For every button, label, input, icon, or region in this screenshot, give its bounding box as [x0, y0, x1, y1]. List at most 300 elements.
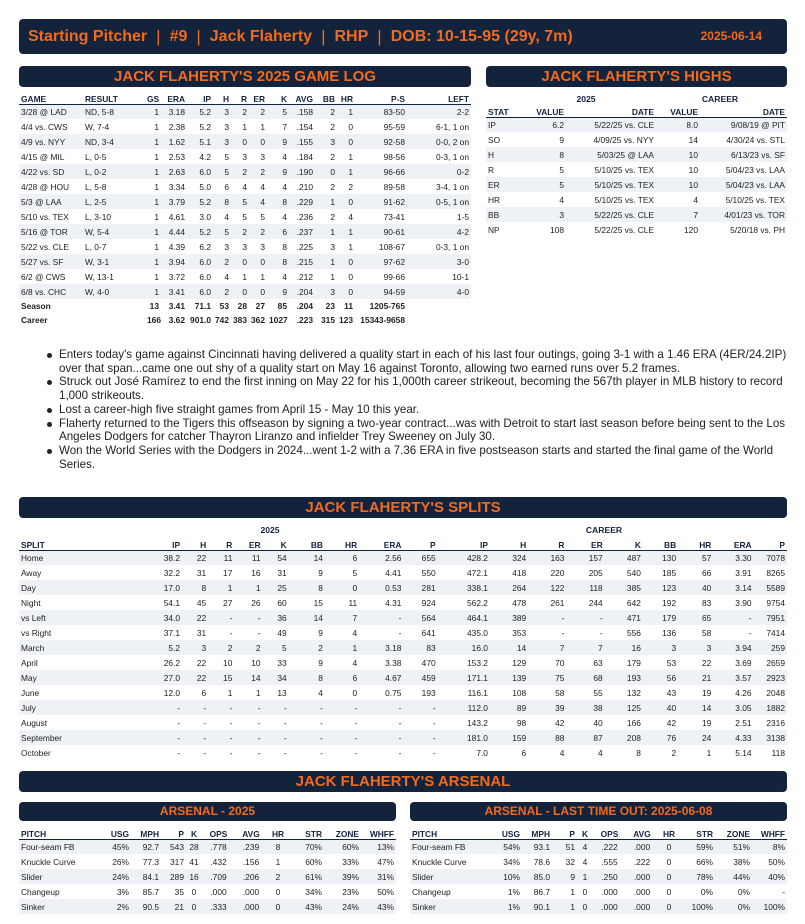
- table-cell: 1: [208, 580, 234, 595]
- throwing-hand: RHP: [334, 27, 369, 45]
- table-cell: 27: [223, 597, 233, 608]
- highs-2025-group: 2025: [576, 94, 596, 104]
- table-cell: 3: [330, 241, 335, 252]
- table-cell: -: [528, 610, 566, 625]
- table-cell: 77.3: [142, 856, 159, 867]
- table-cell: 28: [231, 299, 249, 313]
- table-cell: 2.56: [359, 550, 403, 565]
- table-cell: 16: [605, 640, 643, 655]
- table-cell: 1: [577, 869, 593, 884]
- table-cell: 1.62: [161, 134, 187, 149]
- table-cell: 10%: [493, 869, 522, 884]
- table-cell: -: [120, 700, 182, 715]
- table-cell: 3.18: [359, 640, 403, 655]
- column-header: P: [754, 537, 787, 550]
- table-cell: 3: [242, 151, 247, 162]
- table-cell: 9: [559, 134, 564, 145]
- table-cell: .223: [289, 313, 315, 327]
- table-cell: 1: [145, 104, 161, 119]
- table-cell: 1: [154, 121, 159, 132]
- table-cell: 22: [182, 610, 208, 625]
- table-row: [19, 179, 471, 194]
- table-cell: W, 13-1: [85, 271, 114, 282]
- table-cell: 27.0: [120, 670, 182, 685]
- table-row: [486, 147, 787, 162]
- table-cell: 97-62: [355, 254, 407, 269]
- note-item: Struck out José Ramírez to end the first inning on May 22 for his 1,000th career strikeout, becoming the 567th player in MLB history to record 1,000 strikeouts.: [40, 375, 790, 402]
- table-cell: -: [782, 886, 785, 897]
- table-cell: 0: [337, 254, 355, 269]
- table-cell: -: [203, 747, 207, 758]
- table-cell: W, 7-4: [85, 121, 110, 132]
- column-header: RESULT: [83, 91, 145, 104]
- column-header: GS: [145, 91, 161, 104]
- table-cell: -: [257, 627, 261, 638]
- table-cell: 5: [231, 194, 249, 209]
- table-cell: 1: [154, 151, 159, 162]
- column-header: MPH: [131, 826, 161, 839]
- column-header: MPH: [522, 826, 552, 839]
- arsenal-season-title: ARSENAL - 2025: [19, 802, 396, 821]
- table-cell: 27: [249, 299, 267, 313]
- table-cell: 60%: [324, 839, 361, 854]
- table-cell: 5/10/25 vs. TEX: [566, 177, 656, 192]
- column-header: P: [552, 826, 577, 839]
- table-cell: 0: [275, 886, 281, 897]
- table-cell: 5: [224, 151, 229, 162]
- table-cell: 3: [213, 104, 231, 119]
- table-cell: -: [182, 730, 208, 745]
- table-cell: 4: [242, 181, 247, 192]
- table-cell: 15: [208, 670, 234, 685]
- table-cell: 5.2: [120, 640, 182, 655]
- table-cell: L, 0-2: [83, 164, 145, 179]
- column-header: ERA: [359, 537, 403, 550]
- table-cell: 0: [337, 284, 355, 299]
- table-cell: 4: [352, 627, 358, 638]
- column-header: K: [267, 91, 289, 104]
- table-cell: 472.1: [467, 567, 488, 578]
- table-cell: 742: [213, 313, 231, 327]
- table-cell: 10: [251, 657, 261, 668]
- table-cell: 0: [267, 899, 289, 914]
- table-cell: 8: [282, 241, 287, 252]
- table-cell: 88: [528, 730, 566, 745]
- table-cell: 90-61: [355, 224, 407, 239]
- table-cell: HR: [488, 194, 501, 205]
- column-header: IP: [438, 537, 490, 550]
- table-cell: 1: [260, 121, 265, 132]
- table-cell: 4: [249, 194, 267, 209]
- table-cell: 31%: [361, 869, 396, 884]
- table-cell: -: [432, 747, 436, 758]
- table-cell: [407, 313, 471, 327]
- notes-list: [40, 348, 790, 471]
- divider: |: [156, 26, 161, 46]
- table-cell: 1%: [507, 886, 520, 897]
- column-header: BB: [315, 91, 337, 104]
- table-cell: 3: [315, 134, 337, 149]
- table-cell: -: [234, 730, 262, 745]
- table-cell: 9/08/19 @ PIT: [700, 117, 787, 132]
- table-cell: 9: [267, 164, 289, 179]
- table-cell: 3: [260, 241, 265, 252]
- table-cell: 6: [201, 687, 207, 698]
- table-cell: 6-1, 1 on: [435, 121, 469, 132]
- column-header: GAME: [19, 91, 83, 104]
- table-cell: 33%: [342, 856, 359, 867]
- table-cell: Slider: [19, 869, 102, 884]
- table-cell: 4/22 vs. SD: [19, 164, 83, 179]
- table-cell: 1: [234, 580, 262, 595]
- table-cell: [83, 299, 145, 313]
- table-cell: 6/2 @ CWS: [21, 271, 66, 282]
- table-cell: 4-2: [407, 224, 471, 239]
- column-header: DATE: [700, 104, 787, 117]
- table-cell: 4/15 @ MIL: [21, 151, 65, 162]
- table-cell: 23%: [342, 886, 359, 897]
- table-cell: 4: [559, 194, 564, 205]
- table-cell: 0: [352, 687, 358, 698]
- table-cell: 5: [213, 224, 231, 239]
- table-cell: 641: [421, 627, 436, 638]
- table-cell: 0: [325, 580, 359, 595]
- table-cell: 14: [289, 550, 325, 565]
- table-cell: 179: [626, 657, 641, 668]
- table-cell: 5/10 vs. TEX: [21, 211, 69, 222]
- table-cell: 1: [570, 886, 575, 897]
- date-of-birth: DOB: 10-15-95 (29y, 7m): [390, 27, 573, 45]
- table-cell: 59%: [680, 839, 715, 854]
- table-cell: 1: [337, 224, 355, 239]
- column-header: H: [182, 537, 208, 550]
- table-cell: 2.38: [168, 121, 185, 132]
- note-item: Won the World Series with the Dodgers in 2024...went 1-2 with a 7.36 ERA in five postseason starts and started the final game of the World Series.: [40, 444, 790, 471]
- table-cell: 7: [528, 640, 566, 655]
- table-cell: 389: [490, 610, 528, 625]
- table-cell: .778: [202, 839, 235, 854]
- table-cell: 78.6: [533, 856, 550, 867]
- table-cell: 2: [330, 151, 335, 162]
- table-cell: 5/27 vs. SF: [19, 254, 83, 269]
- table-cell: 4.61: [168, 211, 185, 222]
- table-cell: 4: [260, 181, 265, 192]
- table-cell: Sinker: [19, 899, 102, 914]
- column-header: PITCH: [19, 826, 102, 839]
- table-cell: Home: [19, 550, 120, 565]
- table-cell: 5/04/23 vs. LAA: [700, 177, 787, 192]
- table-cell: 34: [263, 670, 289, 685]
- table-cell: 17: [223, 567, 233, 578]
- table-cell: 0: [666, 886, 672, 897]
- table-cell: 9: [318, 627, 323, 638]
- table-cell: 471: [605, 610, 643, 625]
- arsenal-title: JACK FLAHERTY'S ARSENAL: [19, 771, 787, 792]
- table-cell: 1: [145, 194, 161, 209]
- table-cell: 185: [662, 567, 677, 578]
- table-cell: L, 2-5: [83, 194, 145, 209]
- table-cell: 122: [528, 580, 566, 595]
- table-cell: -: [120, 730, 182, 745]
- table-cell: 166: [147, 315, 161, 325]
- column-header: HR: [337, 91, 355, 104]
- table-cell: 125: [605, 700, 643, 715]
- table-cell: 0: [666, 856, 672, 867]
- table-cell: 5/10/25 vs. TEX: [725, 194, 785, 205]
- table-cell: .432: [210, 856, 227, 867]
- table-cell: -: [263, 730, 289, 745]
- table-cell: 7951: [754, 610, 787, 625]
- table-cell: 21: [161, 899, 186, 914]
- table-cell: 4: [577, 839, 593, 854]
- table-cell: 4: [318, 687, 323, 698]
- table-cell: L, 3-10: [85, 211, 112, 222]
- table-cell: 2.51: [735, 717, 752, 728]
- table-cell: 16.0: [438, 640, 490, 655]
- table-cell: .222: [593, 839, 626, 854]
- total-row: [19, 299, 471, 313]
- table-cell: 4-0: [407, 284, 471, 299]
- table-cell: 108-67: [378, 241, 405, 252]
- table-cell: .250: [593, 869, 626, 884]
- column-header: DATE: [566, 104, 656, 117]
- table-cell: 54%: [493, 839, 522, 854]
- table-cell: H: [486, 147, 516, 162]
- table-cell: 3.18: [161, 104, 187, 119]
- table-cell: -: [208, 610, 234, 625]
- column-header: IP: [120, 537, 182, 550]
- table-cell: 193: [605, 670, 643, 685]
- column-header: P: [161, 826, 186, 839]
- table-cell: 324: [490, 550, 528, 565]
- table-cell: 4.31: [385, 597, 402, 608]
- table-cell: 435.0: [467, 627, 488, 638]
- table-cell: 564: [403, 610, 437, 625]
- table-cell: -: [354, 717, 358, 728]
- table-cell: 8: [636, 747, 641, 758]
- table-cell: 13%: [361, 839, 396, 854]
- column-header: ER: [566, 537, 604, 550]
- table-cell: 6.0: [187, 254, 213, 269]
- table-cell: 315: [315, 313, 337, 327]
- table-row: [410, 854, 787, 869]
- table-row: [19, 655, 787, 670]
- table-cell: -: [177, 717, 181, 728]
- table-cell: 0-5, 1 on: [407, 194, 471, 209]
- table-cell: 8%: [752, 839, 787, 854]
- table-cell: 92-58: [355, 134, 407, 149]
- table-cell: 289: [161, 869, 186, 884]
- table-row: [19, 254, 471, 269]
- table-cell: 5: [242, 211, 247, 222]
- table-cell: 193: [421, 687, 436, 698]
- table-cell: 73-41: [383, 211, 405, 222]
- table-cell: 132: [626, 687, 641, 698]
- table-cell: 70%: [289, 839, 324, 854]
- table-cell: 129: [512, 657, 527, 668]
- table-cell: 264: [490, 580, 528, 595]
- table-cell: 37.1: [163, 627, 181, 638]
- table-cell: 8: [289, 670, 325, 685]
- table-cell: 0: [337, 194, 355, 209]
- table-cell: .236: [296, 211, 313, 222]
- table-cell: 1: [154, 211, 159, 222]
- table-cell: -: [325, 700, 359, 715]
- table-cell: .709: [202, 869, 235, 884]
- table-cell: 8: [267, 194, 289, 209]
- table-cell: 22: [196, 657, 207, 668]
- table-cell: 8: [182, 580, 208, 595]
- table-cell: 2: [231, 104, 249, 119]
- table-cell: 83: [403, 640, 437, 655]
- table-cell: 1: [330, 271, 335, 282]
- table-row: [19, 224, 471, 239]
- table-cell: 14: [688, 134, 698, 145]
- table-row: [19, 269, 471, 284]
- column-header: HR: [267, 826, 289, 839]
- table-cell: 487: [605, 550, 643, 565]
- splits-career-group: CAREER: [585, 525, 623, 535]
- table-cell: Sinker: [410, 899, 493, 914]
- table-cell: 556: [626, 627, 641, 638]
- table-row: [19, 700, 787, 715]
- table-row: [19, 640, 787, 655]
- table-row: [19, 550, 787, 565]
- table-cell: 6/13/23 vs. SF: [700, 147, 787, 162]
- table-cell: -: [229, 627, 233, 638]
- table-cell: 3: [224, 121, 229, 132]
- splits-table: [19, 537, 787, 760]
- column-header: VALUE: [656, 104, 700, 117]
- table-cell: 10-1: [452, 271, 469, 282]
- table-cell: 5.0: [199, 181, 211, 192]
- table-cell: 4.41: [385, 567, 402, 578]
- table-cell: -: [229, 747, 233, 758]
- table-cell: 100%: [752, 899, 787, 914]
- table-cell: vs Left: [19, 610, 120, 625]
- table-cell: 32.2: [163, 567, 181, 578]
- table-cell: 1: [315, 254, 337, 269]
- table-cell: 39: [528, 700, 566, 715]
- table-cell: 5.2: [187, 194, 213, 209]
- table-row: [19, 134, 471, 149]
- table-cell: 34%: [305, 886, 322, 897]
- table-cell: 19: [702, 687, 712, 698]
- table-cell: .154: [296, 121, 313, 132]
- table-cell: 208: [605, 730, 643, 745]
- table-cell: 7: [325, 610, 359, 625]
- table-cell: ER: [486, 177, 516, 192]
- table-cell: 5/22/25 vs. CLE: [566, 207, 656, 222]
- table-cell: 99-66: [383, 271, 405, 282]
- table-cell: 22: [182, 670, 208, 685]
- table-cell: -: [257, 717, 261, 728]
- table-cell: 3: [182, 640, 208, 655]
- table-cell: 8265: [766, 567, 785, 578]
- table-cell: 2.53: [168, 151, 185, 162]
- table-row: [410, 899, 787, 914]
- table-cell: 58: [555, 687, 565, 698]
- table-cell: 40%: [752, 869, 787, 884]
- table-cell: 5/16 @ TOR: [19, 224, 83, 239]
- table-cell: 6.0: [187, 284, 213, 299]
- table-cell: 8.0: [656, 117, 700, 132]
- table-cell: Away: [21, 567, 42, 578]
- table-cell: 3: [213, 134, 231, 149]
- column-header: USG: [102, 826, 131, 839]
- table-cell: 38%: [733, 856, 750, 867]
- table-cell: 8: [267, 839, 289, 854]
- table-cell: 9: [552, 869, 577, 884]
- table-cell: 470: [421, 657, 436, 668]
- table-cell: 2: [249, 104, 267, 119]
- table-cell: 3.0: [199, 211, 211, 222]
- table-cell: 1: [315, 224, 337, 239]
- table-cell: 6.2: [516, 117, 566, 132]
- table-cell: 2: [348, 181, 353, 192]
- table-cell: 85.0: [522, 869, 552, 884]
- table-cell: 50%: [768, 856, 785, 867]
- table-cell: .000: [593, 899, 626, 914]
- table-cell: .000: [633, 886, 651, 897]
- table-cell: 1: [706, 747, 712, 758]
- table-cell: 78%: [680, 869, 715, 884]
- table-cell: Season: [19, 299, 83, 313]
- table-cell: 4: [559, 747, 565, 758]
- table-cell: 0: [231, 134, 249, 149]
- table-cell: .555: [601, 856, 618, 867]
- table-cell: SO: [488, 134, 501, 145]
- table-cell: .215: [289, 254, 315, 269]
- table-cell: 15: [313, 597, 323, 608]
- table-row: [19, 284, 471, 299]
- table-cell: 181.0: [438, 730, 490, 745]
- table-row: [486, 177, 787, 192]
- table-cell: 4: [282, 151, 287, 162]
- table-cell: 0.53: [359, 580, 403, 595]
- table-cell: 24%: [324, 899, 361, 914]
- table-cell: Knuckle Curve: [21, 856, 76, 867]
- table-cell: Career: [19, 313, 83, 327]
- table-cell: 60%: [305, 856, 322, 867]
- note-item: Flaherty returned to the Tigers this offseason by signing a two-year contract...was with Detroit to start last season before being sent to the Los Angeles Dodgers for catcher Thayron Liranzo and infielder Trey Sweeney on July 30.: [40, 417, 790, 444]
- table-cell: -: [203, 717, 207, 728]
- table-cell: 8: [267, 254, 289, 269]
- column-header: R: [208, 537, 234, 550]
- table-cell: 179: [643, 610, 678, 625]
- table-cell: 25: [263, 580, 289, 595]
- table-row: [19, 610, 787, 625]
- table-cell: 118: [566, 580, 604, 595]
- table-cell: -: [713, 610, 753, 625]
- table-cell: 0-0, 2 on: [407, 134, 471, 149]
- table-cell: 50%: [377, 886, 394, 897]
- table-row: [19, 104, 471, 119]
- table-cell: 26%: [112, 856, 129, 867]
- table-cell: -: [359, 700, 403, 715]
- table-cell: 0: [582, 886, 588, 897]
- table-cell: .184: [296, 151, 313, 162]
- table-cell: Day: [19, 580, 120, 595]
- table-cell: 2: [671, 747, 677, 758]
- arsenal-season-table: [19, 826, 396, 914]
- table-cell: 84.1: [131, 869, 161, 884]
- table-cell: 2: [249, 224, 267, 239]
- table-cell: -: [432, 717, 436, 728]
- table-cell: 428.2: [438, 550, 490, 565]
- table-cell: 1027: [269, 315, 288, 325]
- table-row: [19, 119, 471, 134]
